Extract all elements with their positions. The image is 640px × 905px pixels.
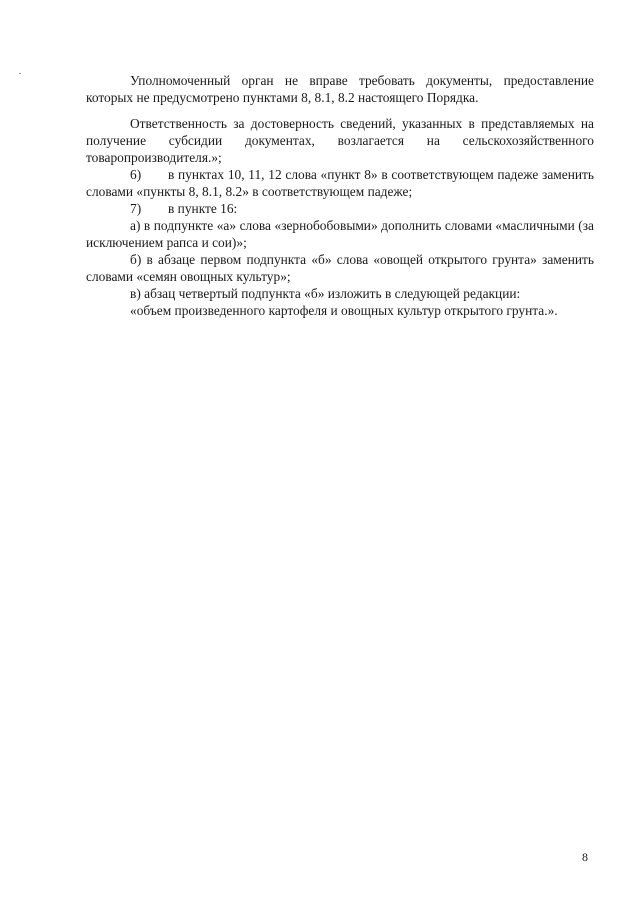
- scan-speck: [19, 73, 21, 74]
- paragraph-restriction: [86, 72, 594, 106]
- paragraph-subitem-b: [86, 251, 594, 285]
- paragraph-text: а) в подпункте «а» слова «зернобобовыми» дополнить словами «масличными (за исключением рапса и сои)»;: [86, 218, 594, 250]
- paragraph-subitem-a: [86, 217, 594, 251]
- paragraph-text: Уполномоченный орган не вправе требовать документы, предоставление которых не предусмотрено пунктами 8, 8.1, 8.2 настоящего Порядка.: [86, 73, 594, 105]
- page-number: 8: [582, 850, 588, 864]
- paragraph-text: в) абзац четвертый подпункта «б» изложить в следующей редакции:: [130, 286, 521, 301]
- paragraph-subitem-v: [86, 285, 594, 302]
- list-marker: 7): [130, 201, 142, 216]
- paragraph-text: в пунктах 10, 11, 12 слова «пункт 8» в соответствующем падеже заменить словами «пункты 8, 8.1, 8.2» в соответствующем падеже;: [86, 167, 594, 199]
- paragraph-item-6: [86, 166, 594, 200]
- list-marker: 6): [130, 167, 142, 182]
- paragraph-text: Ответственность за достоверность сведений, указанных в представляемых на получение субсидии документах, возлагается на сельскохозяйственного товаропроизводителя.»;: [86, 116, 594, 165]
- document-body: [86, 72, 594, 319]
- paragraph-text: «объем произведенного картофеля и овощных культур открытого грунта.».: [130, 303, 558, 318]
- paragraph-item-7: [86, 200, 594, 217]
- paragraph-text: в пункте 16:: [168, 201, 238, 216]
- paragraph-new-wording: [86, 302, 594, 319]
- paragraph-responsibility: [86, 115, 594, 166]
- paragraph-text: б) в абзаце первом подпункта «б» слова «овощей открытого грунта» заменить словами «семян овощных культур»;: [86, 252, 594, 284]
